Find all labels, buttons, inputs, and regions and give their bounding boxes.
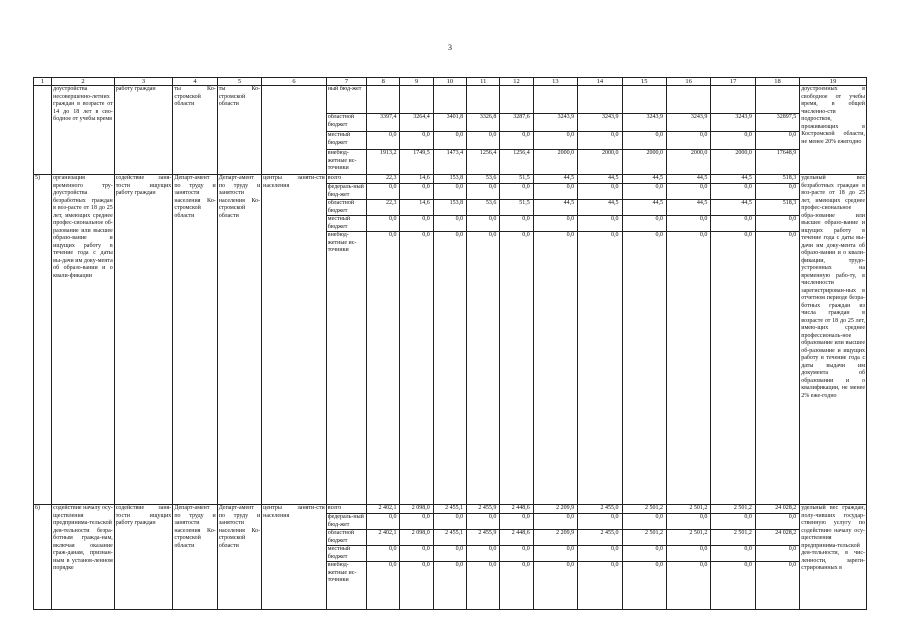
funding-source: ный бюд-жет: [326, 86, 366, 114]
amount-cell: 44,5: [666, 175, 710, 184]
amount-cell: 0,0: [711, 562, 755, 610]
column-number: 12: [500, 78, 533, 86]
amount-cell: 51,5: [500, 175, 533, 184]
amount-cell: [467, 86, 500, 114]
column-number: 1: [34, 78, 52, 86]
amount-cell: [711, 86, 755, 114]
executor-cell: ты Ко-стромской области: [173, 86, 217, 175]
amount-cell: 2 455,9: [467, 505, 500, 514]
amount-cell: 2 501,2: [622, 530, 666, 546]
amount-cell: 44,5: [578, 175, 622, 184]
column-number-row: [34, 78, 867, 86]
amount-cell: 0,0: [711, 232, 755, 505]
amount-cell: 2000,0: [578, 150, 622, 175]
amount-cell: 0,0: [467, 216, 500, 232]
target-indicator: доустроенных в свободное от учебы время, в общей численно-сти подростков, проживающих в Костромской области, не менее 20% ежегодно: [800, 86, 867, 175]
amount-cell: 0,0: [367, 216, 400, 232]
amount-cell: 44,5: [533, 200, 577, 216]
target-indicator: удельный вес граждан, полу-чивших государ-ственную услугу по содействию началу осу-ществления предпринима-тельской дея-тельности, в чис-ленности, зареги-стрированных в: [800, 505, 867, 610]
amount-cell: 0,0: [622, 232, 666, 505]
executor-cell: Департ-амент по труду и занятости населения Ко-стромской области: [173, 505, 217, 610]
amount-cell: 0,0: [500, 232, 533, 505]
amount-cell: 0,0: [755, 562, 799, 610]
amount-cell: 0,0: [367, 232, 400, 505]
amount-cell: 0,0: [578, 132, 622, 150]
column-number: 14: [578, 78, 622, 86]
amount-cell: 0,0: [500, 546, 533, 562]
coexecutor-cell: Департ-амент по труду и занятости населения Ко-стромской области: [217, 175, 261, 505]
amount-cell: 153,8: [433, 200, 466, 216]
column-number: 19: [800, 78, 867, 86]
amount-cell: 44,5: [622, 175, 666, 184]
amount-cell: 0,0: [367, 546, 400, 562]
coexecutor-cell: Департ-амент по труду и занятости населения Ко-стромской области: [217, 505, 261, 610]
amount-cell: 0,0: [433, 514, 466, 530]
column-number: 3: [114, 78, 173, 86]
amount-cell: 0,0: [500, 216, 533, 232]
amount-cell: 0,0: [622, 184, 666, 200]
amount-cell: 0,0: [533, 546, 577, 562]
amount-cell: 0,0: [578, 184, 622, 200]
amount-cell: 0,0: [666, 132, 710, 150]
measure-name: организация временного тру-доустройства безработных граждан в воз-расте от 18 до 25 лет, имеющих среднее профес-сиональное об-разование или высшее образо-вание и ищущих работу в течение года с даты вы-дачи им доку-мента об образо-вании и о квали-фикации: [52, 175, 115, 505]
program-table: [33, 77, 867, 610]
amount-cell: [622, 86, 666, 114]
page-number: 3: [448, 43, 452, 52]
amount-cell: 0,0: [711, 514, 755, 530]
amount-cell: 44,5: [578, 200, 622, 216]
amount-cell: 0,0: [467, 562, 500, 610]
amount-cell: 0,0: [467, 514, 500, 530]
funding-source: областной бюджет: [326, 530, 366, 546]
amount-cell: 51,5: [500, 200, 533, 216]
amount-cell: 17648,9: [755, 150, 799, 175]
amount-cell: 0,0: [533, 514, 577, 530]
table-row: [34, 86, 867, 114]
amount-cell: 3287,6: [500, 114, 533, 132]
amount-cell: 2 455,0: [578, 530, 622, 546]
amount-cell: 2 501,2: [622, 505, 666, 514]
amount-cell: 0,0: [533, 232, 577, 505]
executor-cell: Департ-амент по труду и занятости населения Ко-стромской области: [173, 175, 217, 505]
task-name: содействие заня-тости ищущих работу граждан: [114, 505, 173, 610]
participant-cell: центры заняти-сти населения: [262, 505, 327, 610]
amount-cell: 2000,0: [711, 150, 755, 175]
amount-cell: 0,0: [400, 546, 433, 562]
amount-cell: 44,5: [666, 200, 710, 216]
amount-cell: 3243,9: [533, 114, 577, 132]
column-number: 11: [467, 78, 500, 86]
amount-cell: 153,8: [433, 175, 466, 184]
amount-cell: 518,3: [755, 200, 799, 216]
amount-cell: 3243,9: [666, 114, 710, 132]
funding-source: внебюд-жетные ис-точники: [326, 232, 366, 505]
amount-cell: 0,0: [367, 184, 400, 200]
amount-cell: [367, 86, 400, 114]
amount-cell: 2000,0: [622, 150, 666, 175]
funding-source: местный бюджет: [326, 216, 366, 232]
amount-cell: 2 455,9: [467, 530, 500, 546]
amount-cell: 0,0: [755, 546, 799, 562]
amount-cell: 0,0: [711, 132, 755, 150]
column-number: 4: [173, 78, 217, 86]
item-number: [34, 86, 52, 175]
amount-cell: 3397,4: [367, 114, 400, 132]
table-body: [34, 86, 867, 610]
table-row: [34, 505, 867, 514]
amount-cell: 0,0: [500, 184, 533, 200]
amount-cell: 0,0: [666, 546, 710, 562]
column-number: 8: [367, 78, 400, 86]
column-number: 18: [755, 78, 799, 86]
amount-cell: 14,6: [400, 175, 433, 184]
amount-cell: 0,0: [711, 546, 755, 562]
amount-cell: 2 448,6: [500, 530, 533, 546]
amount-cell: 2 098,0: [400, 505, 433, 514]
amount-cell: 2 402,1: [367, 530, 400, 546]
funding-source: внебюд-жетные ис-точники: [326, 562, 366, 610]
target-indicator: удельный вес безработных граждан в воз-расте от 18 до 25 лет, имеющих среднее профес-сиональное обра-зование или высшее образо-вание и ищущих работу в течение года с даты вы-дачи им доку-мента об образо-вании и о квали-фикации, трудо-устроенных на временную рабо-ту, в численности зарегистрирован-ных в отчетном периоде безра-ботных граждан из числа граждан в возрасте от 18 до 25 лет, имею-щих среднее профессиональ-ное образование или высшее об-разование и ищущих работу в течение года с даты выдачи им документа об образовании и о квалификации, не менее 2% еже-годно: [800, 175, 867, 505]
amount-cell: 2 455,1: [433, 505, 466, 514]
amount-cell: 0,0: [578, 546, 622, 562]
coexecutor-cell: ты Ко-стромской области: [217, 86, 261, 175]
amount-cell: 0,0: [433, 546, 466, 562]
amount-cell: [666, 86, 710, 114]
column-number: 10: [433, 78, 466, 86]
amount-cell: 0,0: [622, 546, 666, 562]
amount-cell: [500, 86, 533, 114]
amount-cell: 44,5: [711, 175, 755, 184]
amount-cell: 24 028,2: [755, 530, 799, 546]
amount-cell: 2 501,2: [666, 505, 710, 514]
amount-cell: 53,6: [467, 175, 500, 184]
amount-cell: 2 501,2: [666, 530, 710, 546]
amount-cell: 0,0: [467, 132, 500, 150]
amount-cell: 0,0: [578, 562, 622, 610]
amount-cell: 0,0: [622, 562, 666, 610]
funding-source: федераль-ный бюд-жет: [326, 184, 366, 200]
column-number: 2: [52, 78, 115, 86]
column-number: 7: [326, 78, 366, 86]
column-number: 13: [533, 78, 577, 86]
amount-cell: 0,0: [533, 562, 577, 610]
amount-cell: 2 455,0: [578, 505, 622, 514]
amount-cell: 2 455,1: [433, 530, 466, 546]
amount-cell: 0,0: [666, 562, 710, 610]
amount-cell: [400, 86, 433, 114]
amount-cell: 1256,4: [467, 150, 500, 175]
amount-cell: 0,0: [400, 562, 433, 610]
amount-cell: 0,0: [533, 132, 577, 150]
amount-cell: 3243,9: [711, 114, 755, 132]
amount-cell: 2 402,1: [367, 505, 400, 514]
amount-cell: 0,0: [622, 132, 666, 150]
measure-name: содействие началу осу-ществления предпринима-тельской дея-тельности безра-ботным гражда-нам, включая оказание граж-данам, признан-ным в установ-ленном порядке: [52, 505, 115, 610]
amount-cell: 0,0: [433, 232, 466, 505]
amount-cell: 0,0: [666, 514, 710, 530]
amount-cell: 0,0: [533, 216, 577, 232]
amount-cell: 44,5: [622, 200, 666, 216]
amount-cell: 2 501,2: [711, 530, 755, 546]
amount-cell: 0,0: [755, 184, 799, 200]
funding-source: местный бюджет: [326, 546, 366, 562]
amount-cell: 0,0: [500, 562, 533, 610]
table-row: [34, 175, 867, 184]
amount-cell: [533, 86, 577, 114]
amount-cell: 14,6: [400, 200, 433, 216]
amount-cell: 2000,0: [666, 150, 710, 175]
amount-cell: 0,0: [367, 132, 400, 150]
amount-cell: 0,0: [433, 132, 466, 150]
amount-cell: [433, 86, 466, 114]
amount-cell: 44,5: [711, 200, 755, 216]
amount-cell: 3326,8: [467, 114, 500, 132]
amount-cell: 518,3: [755, 175, 799, 184]
amount-cell: 0,0: [400, 132, 433, 150]
amount-cell: 1749,5: [400, 150, 433, 175]
amount-cell: 0,0: [467, 232, 500, 505]
task-name: работу граждан: [114, 86, 173, 175]
column-number: 9: [400, 78, 433, 86]
amount-cell: 1473,4: [433, 150, 466, 175]
amount-cell: 0,0: [400, 216, 433, 232]
amount-cell: 3401,8: [433, 114, 466, 132]
item-number: 6): [34, 505, 52, 610]
amount-cell: [578, 86, 622, 114]
funding-source: всего: [326, 505, 366, 514]
amount-cell: 0,0: [433, 184, 466, 200]
amount-cell: 0,0: [755, 216, 799, 232]
column-number: 16: [666, 78, 710, 86]
participant-cell: центры заняти-сти населения: [262, 175, 327, 505]
amount-cell: 0,0: [578, 232, 622, 505]
funding-source: областной бюджет: [326, 114, 366, 132]
participant-cell: [262, 86, 327, 175]
amount-cell: 0,0: [433, 562, 466, 610]
amount-cell: 3243,9: [622, 114, 666, 132]
amount-cell: 0,0: [711, 216, 755, 232]
amount-cell: 0,0: [578, 514, 622, 530]
amount-cell: 44,5: [533, 175, 577, 184]
amount-cell: 0,0: [400, 514, 433, 530]
amount-cell: 0,0: [500, 514, 533, 530]
amount-cell: 2000,0: [533, 150, 577, 175]
amount-cell: 0,0: [467, 184, 500, 200]
amount-cell: 1256,4: [500, 150, 533, 175]
task-name: содействие заня-тости ищущих работу граждан: [114, 175, 173, 505]
column-number: 17: [711, 78, 755, 86]
amount-cell: 0,0: [666, 232, 710, 505]
column-number: 6: [262, 78, 327, 86]
amount-cell: [755, 86, 799, 114]
amount-cell: 0,0: [533, 184, 577, 200]
amount-cell: 32897,5: [755, 114, 799, 132]
funding-source: федераль-ный бюд-жет: [326, 514, 366, 530]
amount-cell: 0,0: [400, 232, 433, 505]
amount-cell: 22,3: [367, 200, 400, 216]
amount-cell: 0,0: [711, 184, 755, 200]
funding-source: областной бюджет: [326, 200, 366, 216]
amount-cell: 2 209,9: [533, 530, 577, 546]
item-number: 5): [34, 175, 52, 505]
funding-source: внебюд-жетные ис-точники: [326, 150, 366, 175]
funding-source: местный бюджет: [326, 132, 366, 150]
amount-cell: 0,0: [622, 514, 666, 530]
amount-cell: 0,0: [467, 546, 500, 562]
amount-cell: 0,0: [500, 132, 533, 150]
amount-cell: 2 209,9: [533, 505, 577, 514]
measure-name: доустройства несовершенно-летних граждан в возрасте от 14 до 18 лет в сво-бодное от учебы время: [52, 86, 115, 175]
amount-cell: 0,0: [666, 216, 710, 232]
amount-cell: 0,0: [755, 232, 799, 505]
amount-cell: 22,3: [367, 175, 400, 184]
amount-cell: 2 448,6: [500, 505, 533, 514]
column-number: 15: [622, 78, 666, 86]
amount-cell: 0,0: [367, 514, 400, 530]
amount-cell: 0,0: [433, 216, 466, 232]
amount-cell: 0,0: [755, 132, 799, 150]
amount-cell: 2 501,2: [711, 505, 755, 514]
amount-cell: 0,0: [400, 184, 433, 200]
amount-cell: 53,6: [467, 200, 500, 216]
amount-cell: 0,0: [578, 216, 622, 232]
amount-cell: 3264,4: [400, 114, 433, 132]
amount-cell: 0,0: [666, 184, 710, 200]
amount-cell: 2 098,0: [400, 530, 433, 546]
amount-cell: 0,0: [755, 514, 799, 530]
amount-cell: 3243,9: [578, 114, 622, 132]
amount-cell: 0,0: [622, 216, 666, 232]
amount-cell: 24 028,2: [755, 505, 799, 514]
column-number: 5: [217, 78, 261, 86]
amount-cell: 0,0: [367, 562, 400, 610]
funding-source: всего: [326, 175, 366, 184]
amount-cell: 1913,2: [367, 150, 400, 175]
